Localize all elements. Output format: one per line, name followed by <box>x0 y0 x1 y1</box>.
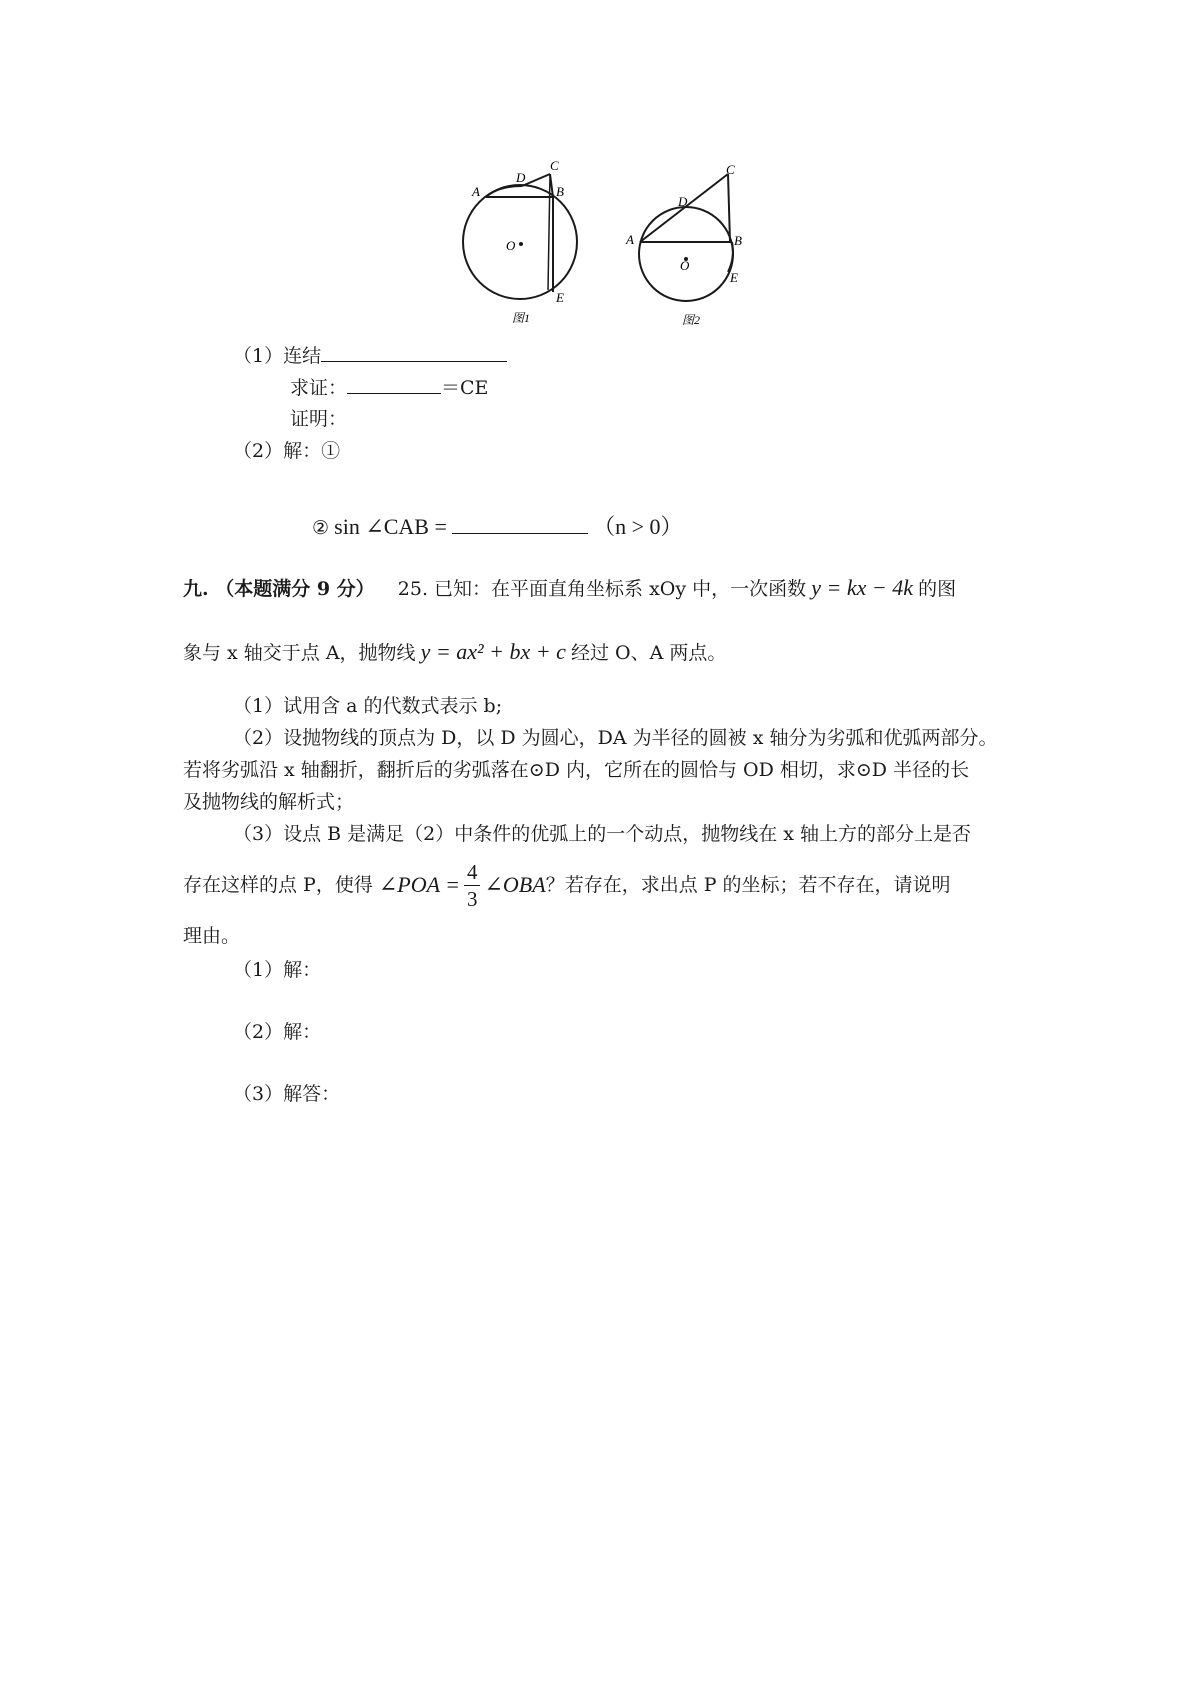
q25-intro-tail: 的图 <box>918 578 957 600</box>
angle-oba: ∠OBA <box>484 872 546 897</box>
q25-line2 <box>183 636 726 670</box>
answer-3-label: （3）解答： <box>233 1083 341 1105</box>
sub-question-2-line3: 及抛物线的解析式； <box>183 791 355 813</box>
q25-intro: 25. 已知：在平面直角坐标系 xOy 中，一次函数 <box>397 578 807 600</box>
circled-two: ② <box>312 517 330 539</box>
fig1-label-D: D <box>516 170 526 185</box>
part1-connect-line <box>233 341 507 370</box>
fraction-numerator: 4 <box>464 859 481 886</box>
sub-question-2-line2: 若将劣弧沿 x 轴翻折，翻折后的劣弧落在⊙D 内，它所在的圆恰与 OD 相切，求⊙D 半径的长 <box>183 759 970 781</box>
fig2-label-E: E <box>730 270 738 285</box>
sub-question-3-line3: 理由。 <box>183 925 241 947</box>
prove-blank[interactable] <box>347 373 441 394</box>
fraction-four-thirds <box>464 859 481 912</box>
sub-question-3-line1: （3）设点 B 是满足（2）中条件的优弧上的一个动点，抛物线在 x 轴上方的部分上是否 <box>233 823 972 845</box>
fig2-label-B: B <box>734 233 742 248</box>
fig2-caption: 图2 <box>682 313 701 327</box>
proof-label: 证明： <box>290 408 348 430</box>
fig2-label-O: O <box>680 258 690 273</box>
fig1-caption: 图1 <box>512 311 531 325</box>
prove-label: 求证： <box>290 377 348 399</box>
part2-label: （2）解：① <box>233 440 341 462</box>
part1-label: （1）连结 <box>233 345 322 367</box>
fig1-circle <box>463 185 577 299</box>
q25-line1 <box>183 572 956 606</box>
sub3-line2-tail: ？若存在，求出点 P 的坐标；若不存在，请说明 <box>545 874 951 896</box>
sub-question-2-line1: （2）设抛物线的顶点为 D，以 D 为圆心，DA 为半径的圆被 x 轴分为劣弧和优弧两部分。 <box>233 727 998 749</box>
fig1-arc-ad <box>486 186 522 197</box>
fig1-label-B: B <box>556 184 564 199</box>
fig2-arc-be <box>728 242 733 272</box>
fig1-center-dot <box>519 242 523 246</box>
answer-2-label: （2）解： <box>233 1021 322 1043</box>
linear-function: y = kx − 4k <box>811 575 913 600</box>
section-heading: 九. （本题满分 9 分） <box>183 578 375 600</box>
prove-tail: ＝CE <box>441 377 489 399</box>
sub3-line2-text: 存在这样的点 P，使得 <box>183 874 373 896</box>
part1-prove-line <box>290 373 488 402</box>
q25-line2-text: 象与 x 轴交于点 A，抛物线 <box>183 642 416 664</box>
sin-expression: sin ∠CAB = <box>334 514 447 539</box>
fig2-label-C: C <box>726 162 735 177</box>
parabola-equation: y = ax² + bx + c <box>420 639 566 664</box>
fig2-circle <box>639 207 733 301</box>
fig1-label-C: C <box>550 158 559 173</box>
fig1-label-A: A <box>472 184 480 199</box>
fig2-label-A: A <box>626 232 634 247</box>
q25-line2-tail: 经过 O、A 两点。 <box>570 642 727 664</box>
part2-sin-line <box>312 511 683 545</box>
fig1-seg-dc <box>522 174 550 186</box>
fig1-label-O: O <box>506 238 516 253</box>
sub-question-3-line2 <box>183 854 951 916</box>
fraction-denominator: 3 <box>466 886 478 911</box>
angle-poa: ∠POA = <box>378 872 460 897</box>
n-condition: （n > 0） <box>593 514 683 539</box>
sub-question-1: （1）试用含 a 的代数式表示 b; <box>233 695 503 717</box>
connect-blank[interactable] <box>321 341 507 362</box>
fig2-label-D: D <box>678 194 688 209</box>
sin-blank[interactable] <box>452 511 588 534</box>
answer-1-label: （1）解： <box>233 959 322 981</box>
fig1-label-E: E <box>556 290 564 305</box>
figures <box>0 0 1200 340</box>
